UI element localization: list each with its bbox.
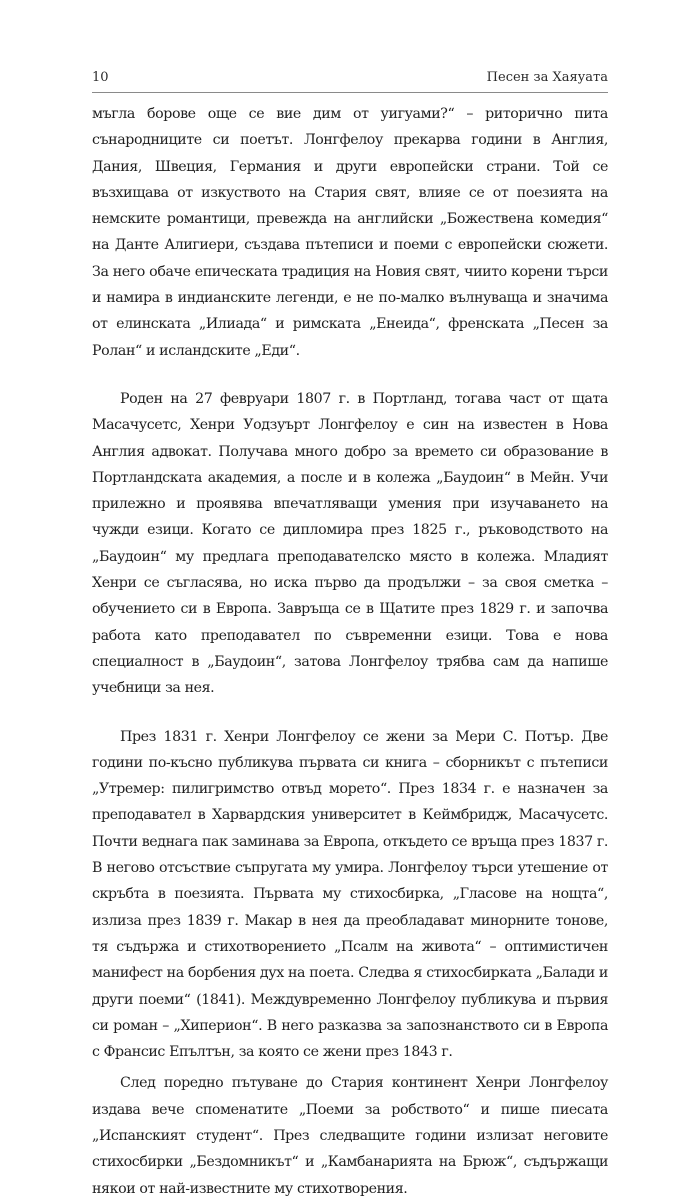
- paragraph-later-works: След поредно пътуване до Стария континент Хенри Лонгфелоу издава вече споменатите „Поеми за робството“ и пише пиесата „Испанският студент“. През следващите години излизат неговите стихосбирки „Бездомникът“ и „Камбанарията на Брюж“, съдържащи някои от най-известните му стихотворения.: [92, 1075, 608, 1197]
- running-title: Песен за Хаяуата: [486, 70, 608, 85]
- paragraph-continued: мъгла борове още се вие дим от уигуами?“ – риторично пита сънародниците си поетът. Лонгфелоу прекарва години в Англия, Дания, Швеция, Германия и други европейски страни. Той се възхищава от изкуството на Стария свят, влияе се от поезията на немските романтици, превежда на английски „Божествена комедия“ на Данте Алигиери, създава пътеписи и поеми с европейски сюжети. За него обаче епическата традиция на Новия свят, чиито корени търси и намира в индианските легенди, е не по-малко вълнуваща и значима от елинската „Илиада“ и римската „Енеида“, френската „Песен за Ролан“ и исландските „Еди“.: [92, 106, 608, 359]
- page-number: 10: [92, 70, 109, 85]
- paragraph-birth: Роден на 27 февруари 1807 г. в Портланд, тогава част от щата Масачусетс, Хенри Уодзуърт Лонгфелоу е син на известен в Нова Англия адвокат. Получава много добро за времето си образование в Портландската академия, а после и в колежа „Баудоин“ в Мейн. Учи прилежно и проявява впечатляващи умения при изучаването на чужди езици. Когато се дипломира през 1825 г., ръководството на „Баудоин“ му предлага преподавателско място в колежа. Младият Хенри се съгласява, но иска първо да продължи – за своя сметка – обучението си в Европа. Завръща се в Щатите през 1829 г. и започва работа като преподавател по съвременни езици. Това е нова специалност в „Баудоин“, затова Лонгфелоу трябва сам да напише учебници за нея.: [92, 390, 608, 697]
- body-text: [92, 101, 608, 1202]
- running-header: [92, 70, 608, 88]
- paragraph-marriage: През 1831 г. Хенри Лонгфелоу се жени за Мери С. Потър. Две години по-късно публикува първата си книга – сборникът с пътеписи „Утремер: пилигримство отвъд морето“. През 1834 г. е назначен за преподавател в Харвардския университет в Кеймбридж, Масачусетс. Почти веднага пак заминава за Европа, откъдето се връща през 1837 г. В негово отсъствие съпругата му умира. Лонгфелоу търси утешение от скръбта в поезията. Първата му стихосбирка, „Гласове на нощта“, излиза през 1839 г. Макар в нея да преобладават минорните тонове, тя съдържа и стихотворението „Псалм на живота“ – оптимистичен манифест на борбения дух на поета. Следва я стихосбирката „Балади и други поеми“ (1841). Междувременно Лонгфелоу публикува и първия си роман – „Хиперион“. В него разказва за запознанството си в Европа с Франсис Епълтън, за която се жени през 1843 г.: [92, 728, 608, 1061]
- header-rule: [92, 92, 608, 93]
